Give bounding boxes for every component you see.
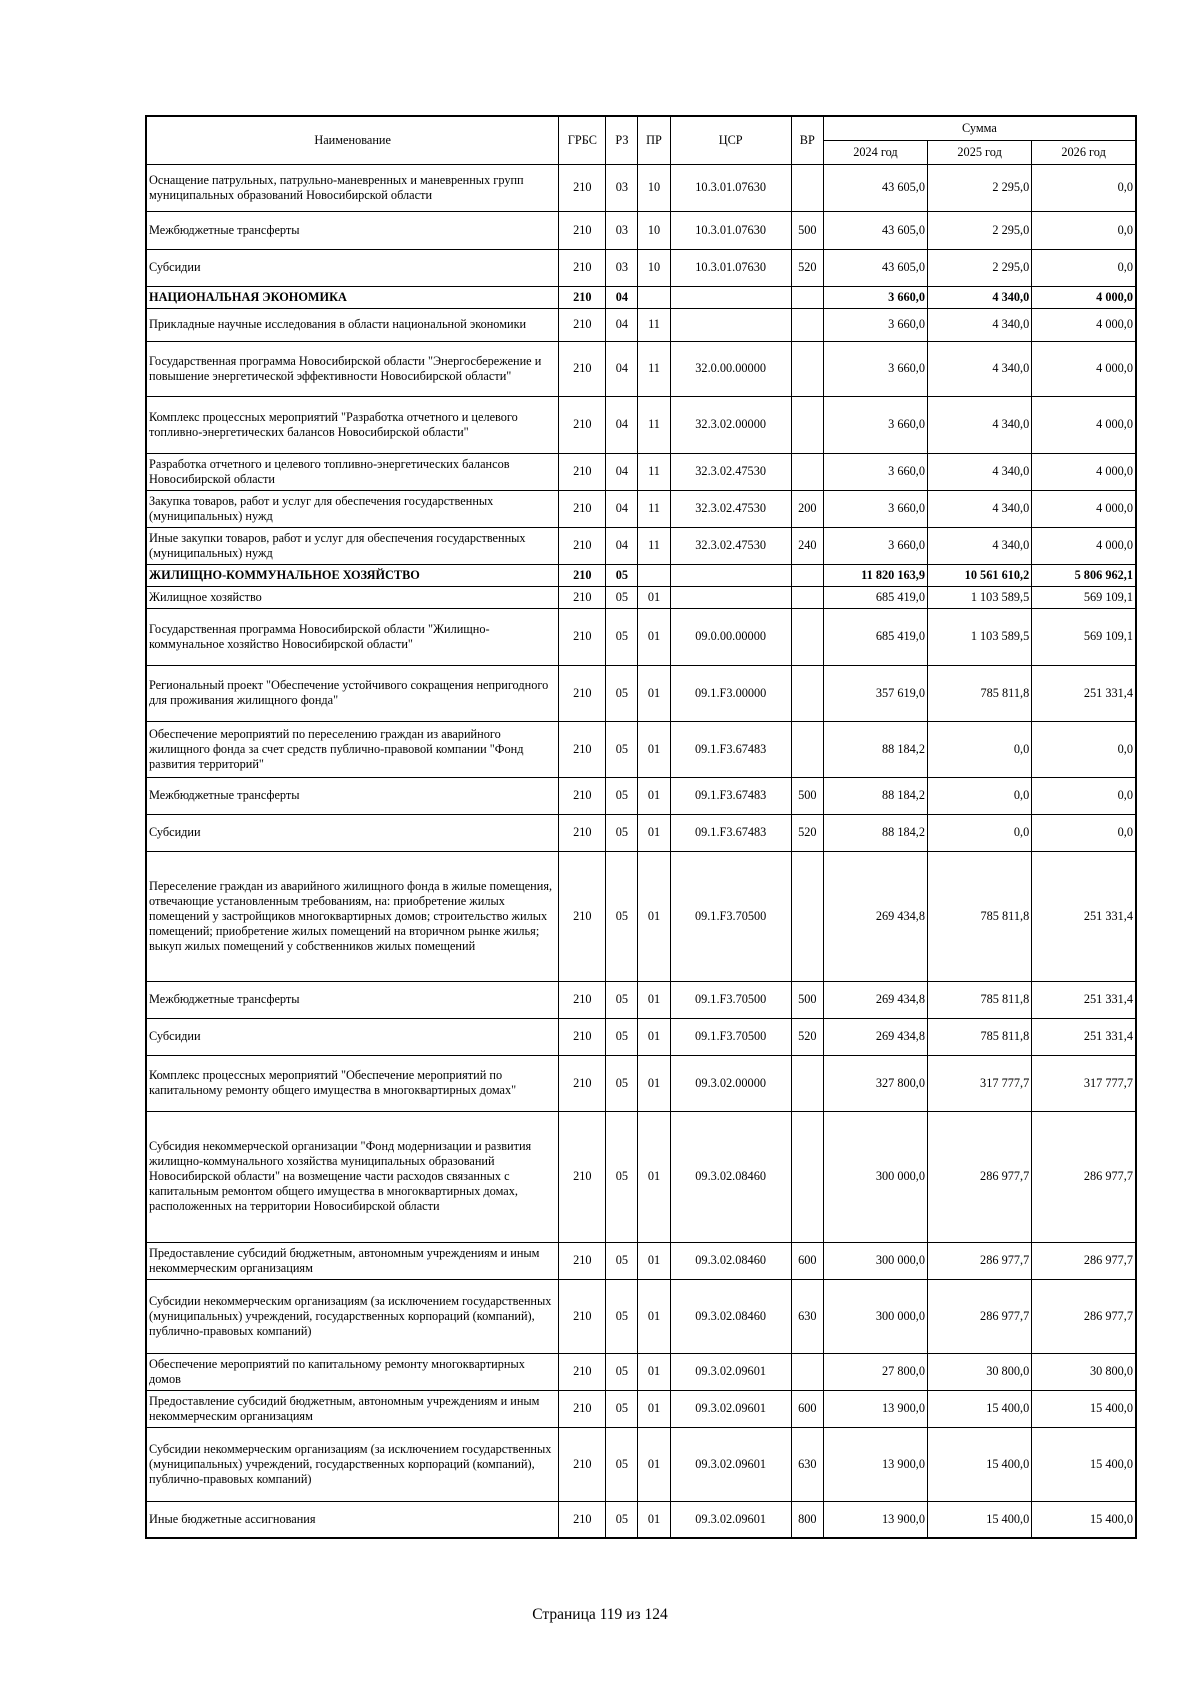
cell-2025: 4 340,0 [928, 453, 1032, 490]
cell-grbs: 210 [559, 211, 606, 249]
cell-rz: 03 [606, 249, 638, 286]
cell-pr: 01 [638, 981, 670, 1018]
cell-csr: 32.3.02.47530 [670, 527, 791, 564]
cell-2025: 15 400,0 [928, 1427, 1032, 1501]
cell-pr: 01 [638, 1279, 670, 1353]
cell-pr: 11 [638, 453, 670, 490]
table-row [146, 665, 1136, 721]
cell-rz: 05 [606, 1390, 638, 1427]
cell-name: Иные закупки товаров, работ и услуг для обеспечения государственных (муниципальных) нужд [146, 527, 559, 564]
table-row [146, 1018, 1136, 1055]
table-row [146, 608, 1136, 665]
cell-2024: 3 660,0 [823, 527, 927, 564]
cell-2024: 3 660,0 [823, 308, 927, 341]
cell-2025: 0,0 [928, 721, 1032, 777]
table-row [146, 453, 1136, 490]
cell-pr: 11 [638, 341, 670, 396]
table-row [146, 1390, 1136, 1427]
cell-name: Обеспечение мероприятий по капитальному ремонту многоквартирных домов [146, 1353, 559, 1390]
cell-2026: 4 000,0 [1032, 490, 1136, 527]
cell-2024: 43 605,0 [823, 249, 927, 286]
cell-pr: 01 [638, 1501, 670, 1538]
col-header-name: Наименование [146, 116, 559, 164]
cell-pr: 11 [638, 308, 670, 341]
cell-rz: 05 [606, 814, 638, 851]
cell-pr: 01 [638, 1018, 670, 1055]
cell-vr [791, 164, 823, 211]
cell-2026: 30 800,0 [1032, 1353, 1136, 1390]
cell-csr: 09.0.00.00000 [670, 608, 791, 665]
cell-pr: 11 [638, 527, 670, 564]
cell-rz: 05 [606, 1279, 638, 1353]
cell-2026: 4 000,0 [1032, 308, 1136, 341]
cell-csr: 09.3.02.09601 [670, 1390, 791, 1427]
cell-vr: 520 [791, 249, 823, 286]
cell-2024: 269 434,8 [823, 981, 927, 1018]
cell-2026: 0,0 [1032, 777, 1136, 814]
cell-2026: 0,0 [1032, 814, 1136, 851]
cell-csr: 10.3.01.07630 [670, 164, 791, 211]
cell-2024: 357 619,0 [823, 665, 927, 721]
cell-name: Закупка товаров, работ и услуг для обеспечения государственных (муниципальных) нужд [146, 490, 559, 527]
cell-name: Жилищное хозяйство [146, 586, 559, 608]
cell-pr: 01 [638, 1055, 670, 1111]
cell-pr: 01 [638, 851, 670, 981]
cell-csr [670, 586, 791, 608]
cell-2025: 4 340,0 [928, 527, 1032, 564]
cell-csr: 09.1.F3.67483 [670, 721, 791, 777]
cell-vr [791, 851, 823, 981]
cell-2025: 4 340,0 [928, 490, 1032, 527]
table-row [146, 164, 1136, 211]
cell-pr: 01 [638, 586, 670, 608]
cell-rz: 05 [606, 665, 638, 721]
cell-vr [791, 453, 823, 490]
cell-vr: 240 [791, 527, 823, 564]
cell-2026: 0,0 [1032, 721, 1136, 777]
cell-2025: 785 811,8 [928, 981, 1032, 1018]
cell-2025: 15 400,0 [928, 1501, 1032, 1538]
cell-2025: 15 400,0 [928, 1390, 1032, 1427]
cell-2024: 11 820 163,9 [823, 564, 927, 586]
cell-grbs: 210 [559, 981, 606, 1018]
cell-2026: 4 000,0 [1032, 527, 1136, 564]
cell-name: Межбюджетные трансферты [146, 981, 559, 1018]
cell-grbs: 210 [559, 1390, 606, 1427]
cell-csr: 10.3.01.07630 [670, 211, 791, 249]
cell-2024: 269 434,8 [823, 1018, 927, 1055]
cell-2026: 4 000,0 [1032, 286, 1136, 308]
cell-2025: 785 811,8 [928, 851, 1032, 981]
table-row [146, 1501, 1136, 1538]
cell-rz: 05 [606, 1111, 638, 1242]
table-row [146, 1427, 1136, 1501]
cell-grbs: 210 [559, 1242, 606, 1279]
cell-grbs: 210 [559, 564, 606, 586]
cell-rz: 04 [606, 490, 638, 527]
col-header-2026: 2026 год [1032, 140, 1136, 164]
cell-2024: 27 800,0 [823, 1353, 927, 1390]
cell-2024: 269 434,8 [823, 851, 927, 981]
cell-csr: 09.3.02.09601 [670, 1501, 791, 1538]
cell-2025: 286 977,7 [928, 1111, 1032, 1242]
cell-2025: 10 561 610,2 [928, 564, 1032, 586]
cell-2026: 286 977,7 [1032, 1242, 1136, 1279]
cell-2024: 300 000,0 [823, 1279, 927, 1353]
cell-csr: 09.3.02.08460 [670, 1242, 791, 1279]
cell-name: Субсидии [146, 249, 559, 286]
cell-2024: 3 660,0 [823, 396, 927, 453]
table-row [146, 1055, 1136, 1111]
cell-vr: 200 [791, 490, 823, 527]
cell-2024: 685 419,0 [823, 586, 927, 608]
col-header-2024: 2024 год [823, 140, 927, 164]
cell-pr [638, 564, 670, 586]
cell-rz: 05 [606, 981, 638, 1018]
cell-grbs: 210 [559, 586, 606, 608]
cell-grbs: 210 [559, 1501, 606, 1538]
cell-vr [791, 1055, 823, 1111]
cell-rz: 05 [606, 564, 638, 586]
cell-2025: 0,0 [928, 777, 1032, 814]
cell-grbs: 210 [559, 721, 606, 777]
table-row [146, 211, 1136, 249]
cell-vr [791, 665, 823, 721]
cell-2024: 327 800,0 [823, 1055, 927, 1111]
table-row [146, 1353, 1136, 1390]
cell-2025: 1 103 589,5 [928, 608, 1032, 665]
cell-2025: 2 295,0 [928, 211, 1032, 249]
cell-csr: 09.3.02.09601 [670, 1353, 791, 1390]
cell-rz: 04 [606, 453, 638, 490]
cell-csr: 32.3.02.00000 [670, 396, 791, 453]
cell-2026: 251 331,4 [1032, 981, 1136, 1018]
cell-name: Межбюджетные трансферты [146, 211, 559, 249]
cell-pr: 01 [638, 1390, 670, 1427]
cell-name: Субсидии некоммерческим организациям (за исключением государственных (муниципальных) учреждений, государственных корпораций (компаний), публично-правовых компаний) [146, 1279, 559, 1353]
cell-grbs: 210 [559, 665, 606, 721]
cell-grbs: 210 [559, 1353, 606, 1390]
table-row [146, 814, 1136, 851]
cell-2025: 2 295,0 [928, 249, 1032, 286]
cell-name: Комплекс процессных мероприятий "Обеспечение мероприятий по капитальному ремонту общего имущества в многоквартирных домах" [146, 1055, 559, 1111]
cell-csr: 09.1.F3.67483 [670, 814, 791, 851]
cell-2024: 88 184,2 [823, 814, 927, 851]
cell-2026: 0,0 [1032, 164, 1136, 211]
cell-vr [791, 1111, 823, 1242]
table-row [146, 1279, 1136, 1353]
cell-rz: 05 [606, 851, 638, 981]
cell-2026: 4 000,0 [1032, 453, 1136, 490]
cell-pr [638, 286, 670, 308]
table-row [146, 286, 1136, 308]
cell-2024: 685 419,0 [823, 608, 927, 665]
cell-2026: 286 977,7 [1032, 1279, 1136, 1353]
cell-csr: 32.3.02.47530 [670, 490, 791, 527]
cell-rz: 05 [606, 1353, 638, 1390]
cell-pr: 01 [638, 665, 670, 721]
cell-rz: 03 [606, 164, 638, 211]
cell-grbs: 210 [559, 1018, 606, 1055]
cell-name: Государственная программа Новосибирской области "Энергосбережение и повышение энергетической эффективности Новосибирской области" [146, 341, 559, 396]
cell-grbs: 210 [559, 341, 606, 396]
cell-grbs: 210 [559, 249, 606, 286]
cell-2025: 4 340,0 [928, 341, 1032, 396]
cell-name: Разработка отчетного и целевого топливно-энергетических балансов Новосибирской области [146, 453, 559, 490]
cell-pr: 11 [638, 490, 670, 527]
cell-grbs: 210 [559, 851, 606, 981]
cell-rz: 05 [606, 1501, 638, 1538]
col-header-vr: ВР [791, 116, 823, 164]
cell-pr: 01 [638, 814, 670, 851]
cell-2024: 88 184,2 [823, 721, 927, 777]
table-row [146, 586, 1136, 608]
cell-name: Предоставление субсидий бюджетным, автономным учреждениям и иным некоммерческим организациям [146, 1242, 559, 1279]
cell-vr [791, 396, 823, 453]
cell-csr: 09.3.02.08460 [670, 1279, 791, 1353]
cell-rz: 05 [606, 1427, 638, 1501]
cell-grbs: 210 [559, 1111, 606, 1242]
cell-2026: 0,0 [1032, 249, 1136, 286]
cell-name: Переселение граждан из аварийного жилищного фонда в жилые помещения, отвечающие установленным требованиям, на: приобретение жилых помещений у застройщиков многоквартирных домов; строительство жилых помещений; приобретение жилых помещений на вторичном рынке жилья; выкуп жилых помещений у собственников жилых помещений [146, 851, 559, 981]
table-row [146, 721, 1136, 777]
table-row [146, 564, 1136, 586]
cell-2026: 4 000,0 [1032, 341, 1136, 396]
cell-vr [791, 308, 823, 341]
cell-grbs: 210 [559, 164, 606, 211]
cell-pr: 01 [638, 608, 670, 665]
cell-csr: 09.1.F3.00000 [670, 665, 791, 721]
cell-vr [791, 586, 823, 608]
cell-csr [670, 286, 791, 308]
cell-vr: 520 [791, 814, 823, 851]
cell-rz: 04 [606, 308, 638, 341]
cell-2025: 4 340,0 [928, 308, 1032, 341]
cell-rz: 04 [606, 341, 638, 396]
cell-csr [670, 564, 791, 586]
cell-grbs: 210 [559, 396, 606, 453]
cell-2026: 569 109,1 [1032, 608, 1136, 665]
cell-csr: 10.3.01.07630 [670, 249, 791, 286]
cell-csr: 09.1.F3.67483 [670, 777, 791, 814]
cell-2024: 13 900,0 [823, 1501, 927, 1538]
cell-vr: 600 [791, 1390, 823, 1427]
cell-pr: 01 [638, 777, 670, 814]
table-body [146, 164, 1136, 1538]
cell-name: Субсидии некоммерческим организациям (за исключением государственных (муниципальных) учреждений, государственных корпораций (компаний), публично-правовых компаний) [146, 1427, 559, 1501]
cell-2026: 5 806 962,1 [1032, 564, 1136, 586]
cell-name: Прикладные научные исследования в области национальной экономики [146, 308, 559, 341]
cell-2025: 785 811,8 [928, 665, 1032, 721]
cell-vr: 500 [791, 211, 823, 249]
table-row [146, 981, 1136, 1018]
cell-name: Оснащение патрульных, патрульно-маневренных и маневренных групп муниципальных образований Новосибирской области [146, 164, 559, 211]
cell-grbs: 210 [559, 308, 606, 341]
cell-2025: 4 340,0 [928, 396, 1032, 453]
cell-rz: 04 [606, 527, 638, 564]
cell-grbs: 210 [559, 814, 606, 851]
cell-grbs: 210 [559, 1427, 606, 1501]
cell-pr: 01 [638, 1242, 670, 1279]
cell-grbs: 210 [559, 1279, 606, 1353]
cell-rz: 05 [606, 1018, 638, 1055]
cell-2024: 13 900,0 [823, 1427, 927, 1501]
cell-name: Государственная программа Новосибирской области "Жилищно-коммунальное хозяйство Новосибирской области" [146, 608, 559, 665]
cell-csr [670, 308, 791, 341]
cell-vr [791, 341, 823, 396]
cell-rz: 05 [606, 721, 638, 777]
cell-2026: 286 977,7 [1032, 1111, 1136, 1242]
cell-rz: 05 [606, 1055, 638, 1111]
cell-2026: 4 000,0 [1032, 396, 1136, 453]
cell-name: НАЦИОНАЛЬНАЯ ЭКОНОМИКА [146, 286, 559, 308]
cell-vr: 800 [791, 1501, 823, 1538]
cell-pr: 10 [638, 211, 670, 249]
col-header-rz: РЗ [606, 116, 638, 164]
cell-grbs: 210 [559, 777, 606, 814]
cell-name: Межбюджетные трансферты [146, 777, 559, 814]
cell-2026: 0,0 [1032, 211, 1136, 249]
cell-name: Предоставление субсидий бюджетным, автономным учреждениям и иным некоммерческим организациям [146, 1390, 559, 1427]
cell-2026: 251 331,4 [1032, 1018, 1136, 1055]
cell-vr [791, 721, 823, 777]
cell-2025: 785 811,8 [928, 1018, 1032, 1055]
cell-pr: 11 [638, 396, 670, 453]
cell-name: Обеспечение мероприятий по переселению граждан из аварийного жилищного фонда за счет средств публично-правовой компании "Фонд развития территорий" [146, 721, 559, 777]
cell-rz: 04 [606, 396, 638, 453]
cell-pr: 01 [638, 1427, 670, 1501]
cell-csr: 09.1.F3.70500 [670, 851, 791, 981]
cell-grbs: 210 [559, 1055, 606, 1111]
cell-2024: 300 000,0 [823, 1242, 927, 1279]
cell-rz: 05 [606, 1242, 638, 1279]
table-row [146, 490, 1136, 527]
cell-pr: 01 [638, 721, 670, 777]
col-header-pr: ПР [638, 116, 670, 164]
cell-name: Комплекс процессных мероприятий "Разработка отчетного и целевого топливно-энергетических балансов Новосибирской области" [146, 396, 559, 453]
table-row [146, 308, 1136, 341]
cell-csr: 09.1.F3.70500 [670, 981, 791, 1018]
cell-grbs: 210 [559, 490, 606, 527]
cell-2024: 300 000,0 [823, 1111, 927, 1242]
table-row [146, 396, 1136, 453]
cell-rz: 04 [606, 286, 638, 308]
cell-2025: 317 777,7 [928, 1055, 1032, 1111]
cell-csr: 09.3.02.00000 [670, 1055, 791, 1111]
cell-2024: 43 605,0 [823, 164, 927, 211]
cell-vr [791, 1353, 823, 1390]
cell-name: Иные бюджетные ассигнования [146, 1501, 559, 1538]
cell-2026: 317 777,7 [1032, 1055, 1136, 1111]
cell-2026: 15 400,0 [1032, 1501, 1136, 1538]
cell-rz: 05 [606, 586, 638, 608]
col-header-grbs: ГРБС [559, 116, 606, 164]
cell-2026: 251 331,4 [1032, 851, 1136, 981]
cell-vr [791, 564, 823, 586]
cell-pr: 10 [638, 164, 670, 211]
cell-vr: 520 [791, 1018, 823, 1055]
cell-rz: 03 [606, 211, 638, 249]
cell-2024: 3 660,0 [823, 490, 927, 527]
cell-grbs: 210 [559, 286, 606, 308]
cell-2025: 0,0 [928, 814, 1032, 851]
table-row [146, 249, 1136, 286]
cell-2025: 1 103 589,5 [928, 586, 1032, 608]
budget-table [145, 115, 1137, 1539]
cell-2025: 286 977,7 [928, 1242, 1032, 1279]
page-number: Страница 119 из 124 [532, 1606, 668, 1623]
cell-vr: 630 [791, 1427, 823, 1501]
cell-vr: 500 [791, 981, 823, 1018]
cell-2026: 569 109,1 [1032, 586, 1136, 608]
cell-name: ЖИЛИЩНО-КОММУНАЛЬНОЕ ХОЗЯЙСТВО [146, 564, 559, 586]
cell-grbs: 210 [559, 608, 606, 665]
table-row [146, 777, 1136, 814]
cell-vr [791, 608, 823, 665]
table-row [146, 527, 1136, 564]
cell-vr: 500 [791, 777, 823, 814]
cell-vr: 630 [791, 1279, 823, 1353]
cell-2025: 30 800,0 [928, 1353, 1032, 1390]
cell-2024: 3 660,0 [823, 341, 927, 396]
cell-csr: 09.3.02.09601 [670, 1427, 791, 1501]
col-header-sum: Сумма [823, 116, 1136, 140]
cell-2024: 88 184,2 [823, 777, 927, 814]
cell-name: Субсидии [146, 1018, 559, 1055]
cell-vr: 600 [791, 1242, 823, 1279]
cell-name: Субсидия некоммерческой организации "Фонд модернизации и развития жилищно-коммунального хозяйства муниципальных образований Новосибирской области" на возмещение части расходов связанных с капитальным ремонтом общего имущества в многоквартирных домах, расположенных на территории Новосибирской области [146, 1111, 559, 1242]
cell-2026: 15 400,0 [1032, 1390, 1136, 1427]
cell-2026: 251 331,4 [1032, 665, 1136, 721]
cell-2024: 3 660,0 [823, 453, 927, 490]
cell-grbs: 210 [559, 527, 606, 564]
table-row [146, 341, 1136, 396]
cell-rz: 05 [606, 608, 638, 665]
cell-csr: 32.3.02.47530 [670, 453, 791, 490]
table-row [146, 851, 1136, 981]
cell-grbs: 210 [559, 453, 606, 490]
cell-2024: 43 605,0 [823, 211, 927, 249]
cell-2025: 286 977,7 [928, 1279, 1032, 1353]
cell-name: Региональный проект "Обеспечение устойчивого сокращения непригодного для проживания жилищного фонда" [146, 665, 559, 721]
col-header-csr: ЦСР [670, 116, 791, 164]
table-row [146, 1242, 1136, 1279]
col-header-2025: 2025 год [928, 140, 1032, 164]
cell-2024: 13 900,0 [823, 1390, 927, 1427]
cell-name: Субсидии [146, 814, 559, 851]
cell-csr: 32.0.00.00000 [670, 341, 791, 396]
table-row [146, 1111, 1136, 1242]
cell-pr: 10 [638, 249, 670, 286]
cell-csr: 09.3.02.08460 [670, 1111, 791, 1242]
cell-2025: 4 340,0 [928, 286, 1032, 308]
cell-2024: 3 660,0 [823, 286, 927, 308]
cell-pr: 01 [638, 1111, 670, 1242]
cell-vr [791, 286, 823, 308]
cell-csr: 09.1.F3.70500 [670, 1018, 791, 1055]
cell-2025: 2 295,0 [928, 164, 1032, 211]
cell-pr: 01 [638, 1353, 670, 1390]
cell-rz: 05 [606, 777, 638, 814]
cell-2026: 15 400,0 [1032, 1427, 1136, 1501]
